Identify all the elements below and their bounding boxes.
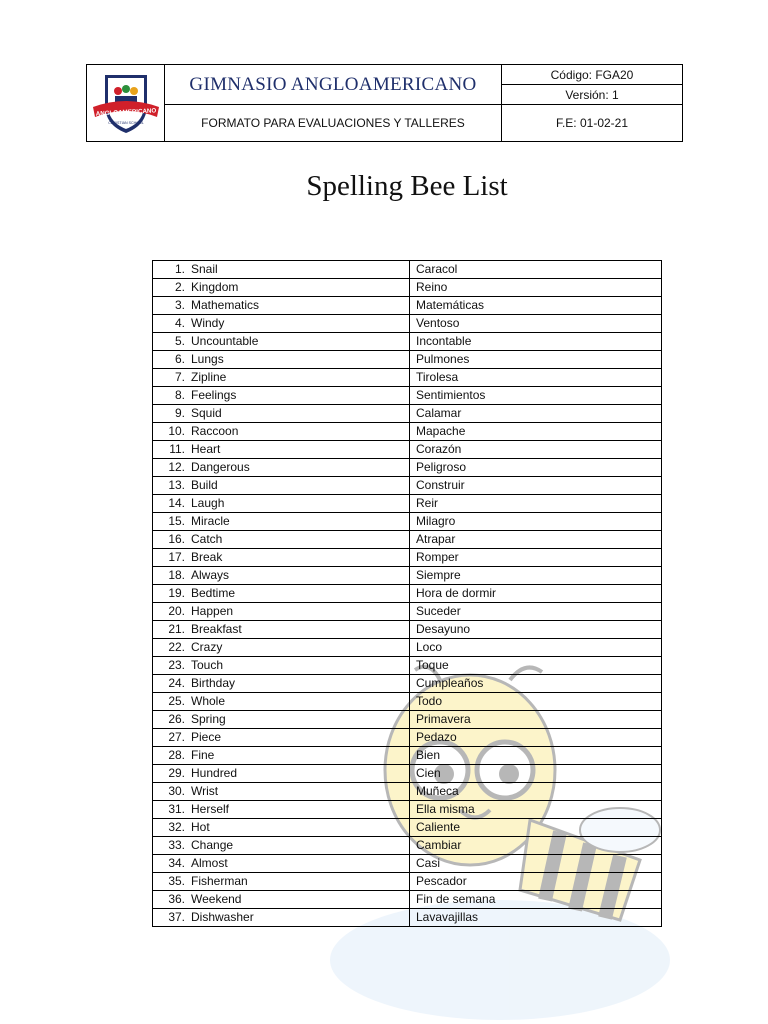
table-row — [153, 513, 662, 531]
english-word: Weekend — [191, 892, 242, 906]
english-word-cell — [153, 297, 410, 315]
spanish-translation-cell: Suceder — [410, 603, 662, 621]
item-number: 9. — [174, 406, 185, 420]
table-row — [153, 477, 662, 495]
english-word: Zipline — [191, 370, 227, 384]
item-number: 34. — [168, 856, 185, 870]
spanish-translation-cell: Caracol — [410, 261, 662, 279]
english-word: Hundred — [191, 766, 238, 780]
table-row — [153, 855, 662, 873]
english-word-cell — [153, 675, 410, 693]
english-word-cell — [153, 333, 410, 351]
english-word: Whole — [191, 694, 226, 708]
item-number: 33. — [168, 838, 185, 852]
english-word: Break — [191, 550, 223, 564]
item-number: 37. — [168, 910, 185, 924]
english-word: Spring — [191, 712, 226, 726]
english-word-cell — [153, 567, 410, 585]
english-word-cell — [153, 693, 410, 711]
table-row — [153, 747, 662, 765]
english-word-cell — [153, 729, 410, 747]
item-number: 17. — [168, 550, 185, 564]
spanish-translation-cell: Mapache — [410, 423, 662, 441]
item-number: 24. — [168, 676, 185, 690]
item-number: 4. — [174, 316, 185, 330]
spanish-translation-cell: Cambiar — [410, 837, 662, 855]
table-row — [153, 603, 662, 621]
page-title: Spelling Bee List — [306, 170, 508, 202]
english-word: Birthday — [191, 676, 236, 690]
table-row — [153, 891, 662, 909]
english-word-cell — [153, 639, 410, 657]
english-word: Fisherman — [191, 874, 248, 888]
spanish-translation-cell: Loco — [410, 639, 662, 657]
item-number: 13. — [168, 478, 185, 492]
english-word-cell — [153, 261, 410, 279]
english-word: Herself — [191, 802, 230, 816]
english-word-cell — [153, 783, 410, 801]
spanish-translation-cell: Pescador — [410, 873, 662, 891]
english-word-cell — [153, 819, 410, 837]
spanish-translation-cell: Bien — [410, 747, 662, 765]
spanish-translation-cell: Ella misma — [410, 801, 662, 819]
table-row — [153, 837, 662, 855]
english-word-cell — [153, 603, 410, 621]
english-word: Raccoon — [191, 424, 239, 438]
item-number: 19. — [168, 586, 185, 600]
english-word-cell — [153, 477, 410, 495]
item-number: 15. — [168, 514, 185, 528]
table-row — [153, 873, 662, 891]
spanish-translation-cell: Desayuno — [410, 621, 662, 639]
english-word: Wrist — [191, 784, 219, 798]
english-word: Touch — [191, 658, 224, 672]
school-name: GIMNASIO ANGLOAMERICANO — [165, 65, 502, 105]
item-number: 14. — [168, 496, 185, 510]
table-row — [153, 441, 662, 459]
item-number: 12. — [168, 460, 185, 474]
spanish-translation-cell: Reir — [410, 495, 662, 513]
table-row — [153, 675, 662, 693]
english-word-cell — [153, 387, 410, 405]
spanish-translation-cell: Pulmones — [410, 351, 662, 369]
table-row — [153, 315, 662, 333]
document-header — [86, 64, 683, 142]
english-word-cell — [153, 351, 410, 369]
english-word: Almost — [191, 856, 228, 870]
table-row — [153, 405, 662, 423]
english-word-cell — [153, 909, 410, 927]
english-word-cell — [153, 801, 410, 819]
english-word-cell — [153, 747, 410, 765]
english-word-cell — [153, 423, 410, 441]
english-word: Miracle — [191, 514, 230, 528]
english-word-cell — [153, 441, 410, 459]
spanish-translation-cell: Calamar — [410, 405, 662, 423]
english-word-cell — [153, 495, 410, 513]
table-row — [153, 387, 662, 405]
english-word: Windy — [191, 316, 225, 330]
english-word-cell — [153, 279, 410, 297]
english-word: Crazy — [191, 640, 223, 654]
item-number: 11. — [169, 442, 185, 456]
logo-sub-text: CHRISTIAN SCHOOL — [107, 121, 144, 125]
logo-banner-text: ANGLOAMERICANO — [95, 107, 156, 118]
english-word: Lungs — [191, 352, 224, 366]
english-word: Kingdom — [191, 280, 239, 294]
item-number: 29. — [168, 766, 185, 780]
english-word: Dangerous — [191, 460, 250, 474]
spanish-translation-cell: Hora de dormir — [410, 585, 662, 603]
item-number: 28. — [168, 748, 185, 762]
spanish-translation-cell: Cien — [410, 765, 662, 783]
item-number: 31. — [168, 802, 185, 816]
spanish-translation-cell: Corazón — [410, 441, 662, 459]
english-word-cell — [153, 657, 410, 675]
item-number: 8. — [174, 388, 185, 402]
item-number: 32. — [168, 820, 185, 834]
table-row — [153, 333, 662, 351]
spanish-translation-cell: Atrapar — [410, 531, 662, 549]
item-number: 10. — [168, 424, 185, 438]
english-word-cell — [153, 315, 410, 333]
english-word-cell — [153, 891, 410, 909]
item-number: 6. — [174, 352, 185, 366]
table-row — [153, 621, 662, 639]
english-word-cell — [153, 549, 410, 567]
spanish-translation-cell: Toque — [410, 657, 662, 675]
table-row — [153, 657, 662, 675]
table-row — [153, 693, 662, 711]
item-number: 3. — [174, 298, 185, 312]
english-word-cell — [153, 711, 410, 729]
table-row — [153, 765, 662, 783]
english-word-cell — [153, 369, 410, 387]
english-word: Fine — [191, 748, 215, 762]
item-number: 26. — [168, 712, 185, 726]
spelling-table — [152, 260, 662, 927]
item-number: 23. — [168, 658, 185, 672]
english-word-cell — [153, 621, 410, 639]
document-code: Código: FGA20 — [502, 65, 682, 85]
spanish-translation-cell: Sentimientos — [410, 387, 662, 405]
english-word-cell — [153, 531, 410, 549]
english-word: Snail — [191, 262, 218, 276]
item-number: 21. — [168, 622, 185, 636]
spanish-translation-cell: Milagro — [410, 513, 662, 531]
item-number: 36. — [168, 892, 185, 906]
english-word-cell — [153, 765, 410, 783]
english-word: Change — [191, 838, 234, 852]
spanish-translation-cell: Incontable — [410, 333, 662, 351]
english-word-cell — [153, 459, 410, 477]
table-row — [153, 369, 662, 387]
item-number: 7. — [174, 370, 185, 384]
table-row — [153, 585, 662, 603]
english-word: Squid — [191, 406, 222, 420]
english-word: Feelings — [191, 388, 237, 402]
english-word-cell — [153, 585, 410, 603]
spanish-translation-cell: Pedazo — [410, 729, 662, 747]
english-word: Happen — [191, 604, 234, 618]
english-word: Dishwasher — [191, 910, 254, 924]
format-title: FORMATO PARA EVALUACIONES Y TALLERES — [165, 105, 502, 141]
table-row — [153, 909, 662, 927]
table-row — [153, 801, 662, 819]
table-row — [153, 549, 662, 567]
spanish-translation-cell: Primavera — [410, 711, 662, 729]
table-row — [153, 711, 662, 729]
spanish-translation-cell: Ventoso — [410, 315, 662, 333]
spanish-translation-cell: Matemáticas — [410, 297, 662, 315]
spanish-translation-cell: Fin de semana — [410, 891, 662, 909]
item-number: 30. — [168, 784, 185, 798]
english-word-cell — [153, 513, 410, 531]
table-row — [153, 783, 662, 801]
spanish-translation-cell: Caliente — [410, 819, 662, 837]
item-number: 20. — [168, 604, 185, 618]
item-number: 18. — [168, 568, 185, 582]
table-row — [153, 819, 662, 837]
document-date: F.E: 01-02-21 — [555, 116, 629, 130]
spanish-translation-cell: Todo — [410, 693, 662, 711]
english-word: Mathematics — [191, 298, 260, 312]
table-row — [153, 423, 662, 441]
english-word: Uncountable — [191, 334, 259, 348]
spanish-translation-cell: Siempre — [410, 567, 662, 585]
english-word: Bedtime — [191, 586, 236, 600]
spanish-translation-cell: Cumpleaños — [410, 675, 662, 693]
spanish-translation-cell: Construir — [410, 477, 662, 495]
table-row — [153, 261, 662, 279]
spanish-translation-cell: Casi — [410, 855, 662, 873]
english-word: Always — [191, 568, 230, 582]
table-row — [153, 567, 662, 585]
item-number: 22. — [168, 640, 185, 654]
item-number: 2. — [174, 280, 185, 294]
table-row — [153, 729, 662, 747]
spanish-translation-cell: Peligroso — [410, 459, 662, 477]
english-word: Catch — [191, 532, 223, 546]
item-number: 35. — [168, 874, 185, 888]
item-number: 16. — [168, 532, 185, 546]
document-version: Versión: 1 — [502, 85, 682, 105]
spanish-translation-cell: Reino — [410, 279, 662, 297]
english-word-cell — [153, 873, 410, 891]
table-row — [153, 297, 662, 315]
logo-cell — [87, 65, 165, 141]
spanish-translation-cell: Romper — [410, 549, 662, 567]
english-word: Laugh — [191, 496, 225, 510]
english-word: Heart — [191, 442, 221, 456]
item-number: 5. — [174, 334, 185, 348]
spelling-table-body — [153, 261, 662, 927]
item-number: 25. — [168, 694, 185, 708]
english-word-cell — [153, 855, 410, 873]
school-logo — [91, 69, 161, 137]
item-number: 27. — [168, 730, 185, 744]
table-row — [153, 279, 662, 297]
english-word-cell — [153, 405, 410, 423]
item-number: 1. — [174, 262, 185, 276]
table-row — [153, 495, 662, 513]
table-row — [153, 459, 662, 477]
english-word: Breakfast — [191, 622, 242, 636]
english-word: Hot — [191, 820, 210, 834]
spanish-translation-cell: Lavavajillas — [410, 909, 662, 927]
english-word: Piece — [191, 730, 222, 744]
table-row — [153, 531, 662, 549]
english-word-cell — [153, 837, 410, 855]
table-row — [153, 351, 662, 369]
english-word: Build — [191, 478, 218, 492]
spanish-translation-cell: Tirolesa — [410, 369, 662, 387]
table-row — [153, 639, 662, 657]
spanish-translation-cell: Muñeca — [410, 783, 662, 801]
